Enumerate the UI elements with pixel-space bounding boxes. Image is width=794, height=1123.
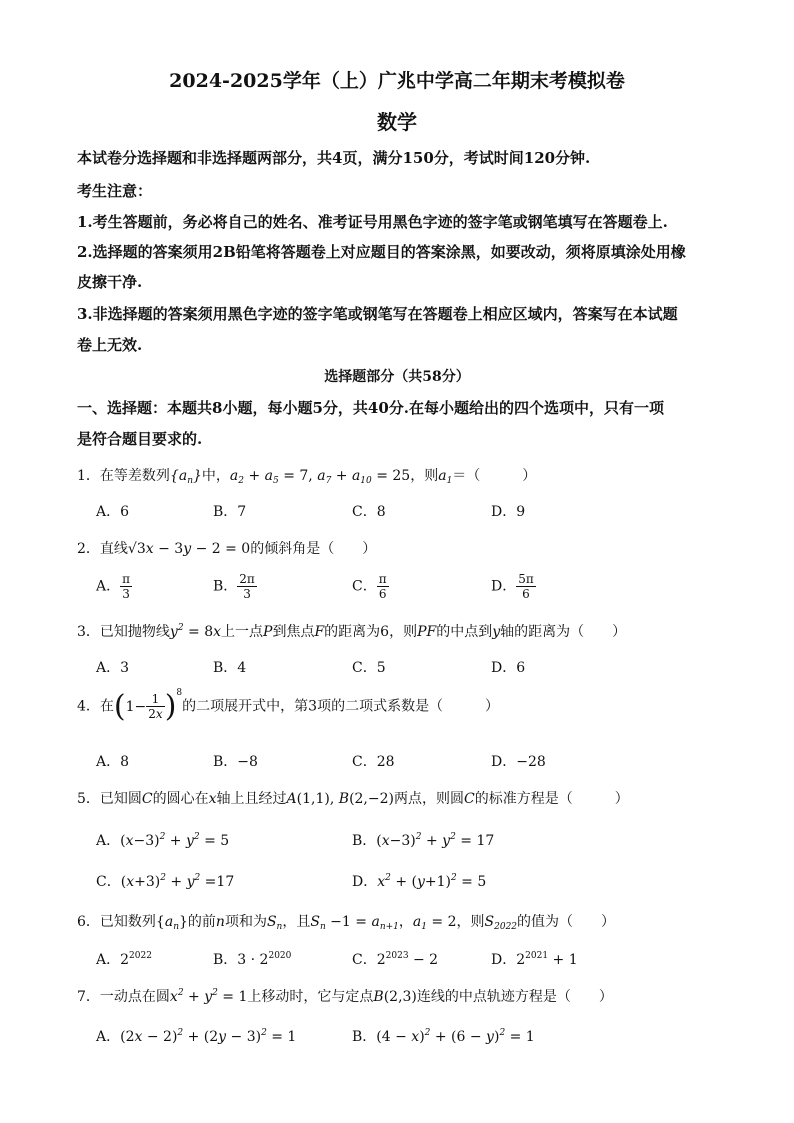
math-expr: √3x − 3y − 2 = 0 (127, 541, 251, 557)
math-expr: PF (417, 624, 437, 640)
subject-title: 数学 (377, 110, 417, 134)
math-expr: C (141, 791, 153, 807)
option-a (96, 949, 152, 969)
math-expr: $\frac{\pi}{6}$ (378, 572, 387, 601)
question-4 (77, 687, 500, 724)
question-1 (77, 465, 536, 485)
math-expr: $2^{2022}$ (120, 951, 152, 968)
math-expr: $(4 - x)^2 + (6 - y)^2 = 1$ (376, 1028, 535, 1045)
option-c (352, 949, 438, 969)
option-a (96, 572, 132, 601)
option-label: D． (491, 578, 517, 595)
question-text: 的前 (187, 914, 216, 930)
option-label: D． (491, 952, 517, 968)
math-expr: $3 \cdot 2^{2020}$ (237, 951, 292, 968)
math-expr: F (314, 624, 325, 640)
math-expr: $x^2 + y^2 = 1$ (169, 988, 248, 1005)
question-text: 已知圆 (99, 791, 142, 807)
math-expr: B(2,3) (373, 989, 417, 1005)
option-label: D． (352, 874, 378, 890)
question-text: ，且 (282, 914, 311, 930)
math-expr: $\frac{2\pi}{3}$ (239, 572, 255, 601)
option-b: B．4 (213, 660, 247, 676)
math-expr: $\{a_n\}$ (169, 468, 202, 486)
question-text: 已知数列 (99, 914, 156, 930)
question-text: 上一点 (221, 624, 264, 640)
math-expr: $x^2 + (y+1)^2 = 5$ (377, 873, 487, 890)
math-expr: $(x-3)^2 + y^2 = 5$ (120, 832, 230, 849)
section-heading: 选择题部分（共58分） (324, 369, 470, 385)
question-number: 4． (77, 698, 100, 715)
option-c: C．5 (352, 660, 386, 676)
question-6 (77, 911, 615, 931)
question-text: 轴的距离为（ ） (500, 624, 627, 640)
math-expr: $S_n$ (266, 914, 283, 932)
question-5 (77, 788, 629, 808)
section-desc-cont: 是符合题目要求的. (77, 430, 203, 448)
math-expr: $\{a_n\}$ (155, 914, 188, 932)
math-expr: $y^2 = 8x$ (169, 623, 222, 640)
option-label: A． (96, 1029, 121, 1045)
option-label: B． (213, 578, 238, 595)
option-b: B．−8 (213, 754, 258, 770)
option-label: C． (352, 952, 377, 968)
notice-item-3: 3.非选择题的答案须用黑色字迹的签字笔或钢笔写在答题卷上相应区域内，答案写在本试题 (77, 305, 678, 323)
question-number: 7． (77, 989, 100, 1005)
option-label: B． (213, 952, 238, 968)
option-label: A． (96, 833, 121, 849)
math-expr: $2^{2021} + 1$ (516, 951, 578, 968)
question-2 (77, 538, 376, 558)
question-number: 2． (77, 541, 100, 557)
question-text: 两点，则圆 (393, 791, 464, 807)
question-text: 的距离为6，则 (324, 624, 418, 640)
question-text: 到焦点 (272, 624, 315, 640)
math-expr: $\frac{\pi}{3}$ (122, 572, 131, 601)
math-expr: C (463, 791, 475, 807)
question-text: 在等差数列 (99, 468, 170, 484)
question-number: 3． (77, 624, 100, 640)
option-label: B． (352, 833, 377, 849)
option-label: B． (352, 1029, 377, 1045)
math-expr: y (492, 624, 501, 640)
option-d (491, 572, 536, 601)
question-text: 的中点到 (436, 624, 493, 640)
question-text: 上移动时，它与定点 (247, 989, 374, 1005)
option-label: A． (96, 578, 121, 595)
question-number: 1． (77, 468, 100, 484)
question-text: ，则 (456, 914, 485, 930)
question-text: ， (398, 914, 413, 930)
question-text: 一动点在圆 (99, 989, 170, 1005)
question-3 (77, 621, 626, 641)
math-expr: $\frac{5\pi}{6}$ (518, 572, 534, 601)
math-expr: n (215, 914, 225, 930)
question-number: 5． (77, 791, 100, 807)
intro-text: 本试卷分选择题和非选择题两部分，共4页，满分150分，考试时间120分钟. (77, 149, 591, 167)
math-expr: $2^{2023} - 2$ (376, 951, 439, 968)
option-a (96, 830, 229, 850)
question-text: 的圆心在 (152, 791, 209, 807)
option-b (213, 572, 257, 601)
question-text: ＝（ ） (452, 468, 537, 484)
option-c (96, 871, 234, 891)
option-b (352, 830, 494, 850)
math-expr: $a_1 = 2$ (412, 914, 457, 932)
question-text: 中， (201, 468, 230, 484)
math-expr: P (263, 624, 273, 640)
question-text: 直线 (99, 541, 128, 557)
notice-title: 考生注意： (77, 182, 153, 200)
math-expr: (1− $\frac{1}{2x}$ )$^8$ (113, 687, 183, 724)
option-d: D．9 (491, 504, 526, 520)
option-a: A．6 (96, 504, 130, 520)
option-c: C．28 (352, 754, 395, 770)
math-expr: x (208, 791, 217, 807)
question-text: 项和为 (224, 914, 267, 930)
option-label: C． (96, 874, 121, 890)
option-c: C．8 (352, 504, 386, 520)
question-text: 连线的中点轨迹方程是（ ） (416, 989, 613, 1005)
math-expr: $(x-3)^2 + y^2 = 17$ (376, 832, 495, 849)
notice-item-3-cont: 卷上无效. (77, 336, 143, 354)
math-expr: $a_1$ (438, 468, 453, 486)
option-a (96, 1026, 296, 1046)
notice-item-2-cont: 皮擦干净. (77, 273, 143, 291)
option-c (352, 572, 389, 601)
option-d (352, 871, 486, 891)
math-expr: $a_2 + a_5 = 7$, $a_7 + a_{10} = 25$ (229, 468, 411, 486)
option-d: D．−28 (491, 754, 546, 770)
question-text: 的二项展开式中，第3项的二项式系数是（ ） (182, 698, 500, 715)
option-label: A． (96, 952, 121, 968)
section-desc: 一、选择题：本题共8小题，每小题5分，共40分.在每小题给出的四个选项中，只有一项 (77, 399, 664, 417)
option-a: A．8 (96, 754, 130, 770)
option-a: A．3 (96, 660, 130, 676)
math-expr: $S_n -1 = a_{n+1}$ (310, 914, 399, 932)
math-expr: A(1,1), B(2,−2) (286, 791, 394, 807)
math-expr: $S_{2022}$ (484, 914, 518, 932)
option-d: D．6 (491, 660, 526, 676)
option-d (491, 949, 578, 969)
math-expr: $(2x - 2)^2 + (2y - 3)^2 = 1$ (120, 1028, 297, 1045)
option-label: C． (352, 578, 377, 595)
question-text: 已知抛物线 (99, 624, 170, 640)
question-text: 的值为（ ） (517, 914, 616, 930)
notice-item-1: 1.考生答题前，务必将自己的姓名、准考证号用黑色字迹的签字笔或钢笔填写在答题卷上. (77, 213, 668, 231)
question-text: 的标准方程是（ ） (474, 791, 629, 807)
question-text: ，则 (410, 468, 439, 484)
option-b (213, 949, 291, 969)
question-number: 6． (77, 914, 100, 930)
question-text: 轴上且经过 (216, 791, 287, 807)
question-text: 的倾斜角是（ ） (250, 541, 377, 557)
question-text: 在 (99, 698, 114, 715)
exam-title: 2024-2025学年（上）广兆中学高二年期末考模拟卷 (169, 70, 625, 92)
option-b: B．7 (213, 504, 247, 520)
question-7 (77, 986, 613, 1006)
option-b (352, 1026, 535, 1046)
math-expr: $(x+3)^2 + y^2 =17$ (120, 873, 235, 890)
notice-item-2: 2.选择题的答案须用2B铅笔将答题卷上对应题目的答案涂黑，如要改动，须将原填涂处用橡 (77, 243, 686, 261)
